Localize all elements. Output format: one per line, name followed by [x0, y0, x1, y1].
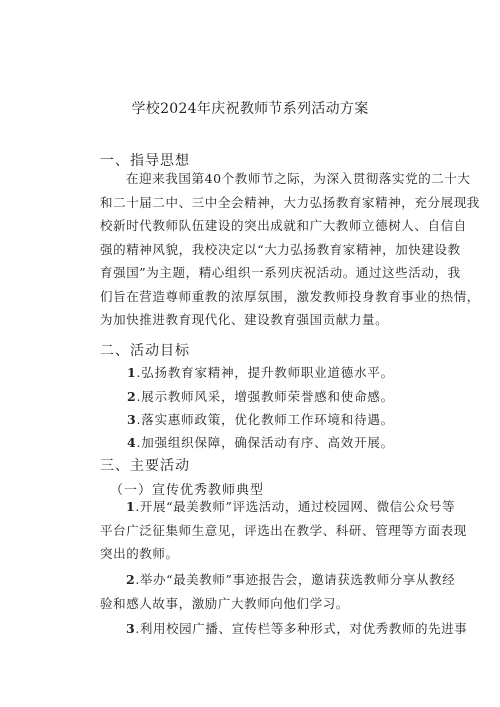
- section-heading-guiding-ideology: 一、指导思想: [100, 153, 190, 169]
- guiding-ideology-paragraph: [100, 167, 480, 332]
- goal-text: .加强组织保障，确保活动有序、高效开展。: [136, 435, 394, 450]
- item-text: .利用校园广播、宣传栏等多种形式，对优秀教师的先进事: [135, 621, 468, 636]
- section-heading-activity-goals: 二、活动目标: [100, 343, 190, 359]
- item-text: .开展“最美教师”评选活动，通过校园网、微信公众号等: [135, 499, 456, 514]
- goal-item: [127, 387, 394, 405]
- document-title: 学校2024年庆祝教师节系列活动方案: [131, 101, 369, 117]
- goal-number: 2: [127, 389, 137, 404]
- paragraph-line: 验和感人故事，激励广大教师向他们学习。: [100, 595, 349, 611]
- paragraph-line: [100, 568, 456, 592]
- goal-text: .展示教师风采，增强教师荣誉感和使命感。: [136, 389, 394, 404]
- activity-item: [100, 568, 456, 615]
- item-number: 1: [126, 499, 136, 514]
- paragraph-line: 育强国”为主题，精心组织一系列庆祝活动。通过这些活动，我: [100, 265, 461, 280]
- paragraph-line: 在迎来我国第40个教师节之际，为深入贯彻落实党的二十大: [126, 171, 471, 186]
- item-number: 3: [126, 621, 136, 636]
- section-heading-main-activities: 三、主要活动: [100, 458, 190, 474]
- subsection-heading-promote-teachers: （一）宣传优秀教师典型: [110, 483, 265, 498]
- goal-item: [127, 363, 394, 381]
- paragraph-line: 们旨在营造尊师重教的浓厚氛围，激发教师投身教育事业的热情，: [100, 288, 480, 304]
- paragraph-line: 为加快推进教育现代化、建设教育强国贡献力量。: [100, 312, 389, 327]
- paragraph-line: 强的精神风貌，我校决定以“大力弘扬教育家精神，加快建设教: [100, 241, 461, 257]
- paragraph-line: [100, 617, 468, 641]
- activity-item: [100, 495, 467, 566]
- goal-item: [127, 433, 394, 451]
- paragraph-line: 平台广泛征集师生意见，评选出在教学、科研、管理等方面表现: [100, 522, 467, 538]
- goal-number: 4: [127, 435, 137, 450]
- goal-text: .弘扬教育家精神，提升教师职业道德水平。: [136, 365, 394, 380]
- goal-number: 1: [127, 365, 137, 380]
- goal-text: .落实惠师政策，优化教师工作环境和待遇。: [136, 412, 394, 427]
- paragraph-line: 校新时代教师队伍建设的突出成就和广大教师立德树人、自信自: [100, 218, 467, 233]
- paragraph-line: 和二十届二中、三中全会精神，大力弘扬教育家精神，充分展现我: [100, 194, 480, 210]
- goal-item: [127, 410, 394, 428]
- paragraph-line: 突出的教师。: [100, 546, 179, 561]
- item-text: .举办“最美教师”事迹报告会，邀请获选教师分享从教经: [135, 572, 456, 587]
- paragraph-line: [100, 495, 456, 519]
- activity-item: [100, 617, 468, 641]
- goal-number: 3: [127, 412, 137, 427]
- item-number: 2: [126, 572, 136, 587]
